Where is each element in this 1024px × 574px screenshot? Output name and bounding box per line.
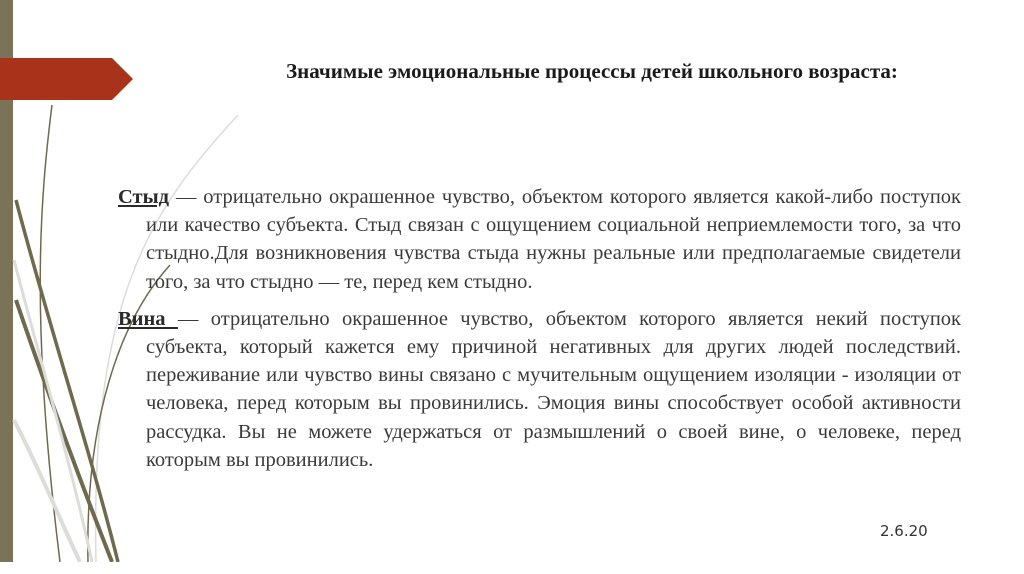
arrow-banner [0, 58, 133, 100]
term-guilt: Вина [118, 307, 178, 330]
bottom-strip [0, 562, 1024, 574]
definition-guilt: — отрицательно окрашенное чувство, объектом которого является некий поступок субъекта, который кажется ему причиной негативных для других людей последствий. переживание или чувство вины связано с мучительным ощущением изоляции - изоляции от человека, перед которым вы провинились. Эмоция вины способствует особой активности рассудка. Вы не можете удержаться от размышлений о своей вине, о человеке, перед которым вы провинились. [146, 307, 962, 471]
definition-shame: — отрицательно окрашенное чувство, объектом которого является какой-либо поступок или качество субъекта. Стыд связан с ощущением социальной неприемлемости того, за что стыдно.Для возникновения чувства стыда нужны реальные или предполагаемые свидетели того, за что стыдно — те, перед кем стыдно. [146, 186, 961, 293]
term-shame: Стыд [118, 186, 169, 208]
slide-body [118, 183, 961, 483]
slide-date: 2.6.20 [880, 522, 928, 540]
slide-title: Значимые эмоциональные процессы детей школьного возраста: [286, 59, 898, 83]
paragraph-guilt [118, 305, 961, 474]
paragraph-shame [118, 183, 961, 296]
